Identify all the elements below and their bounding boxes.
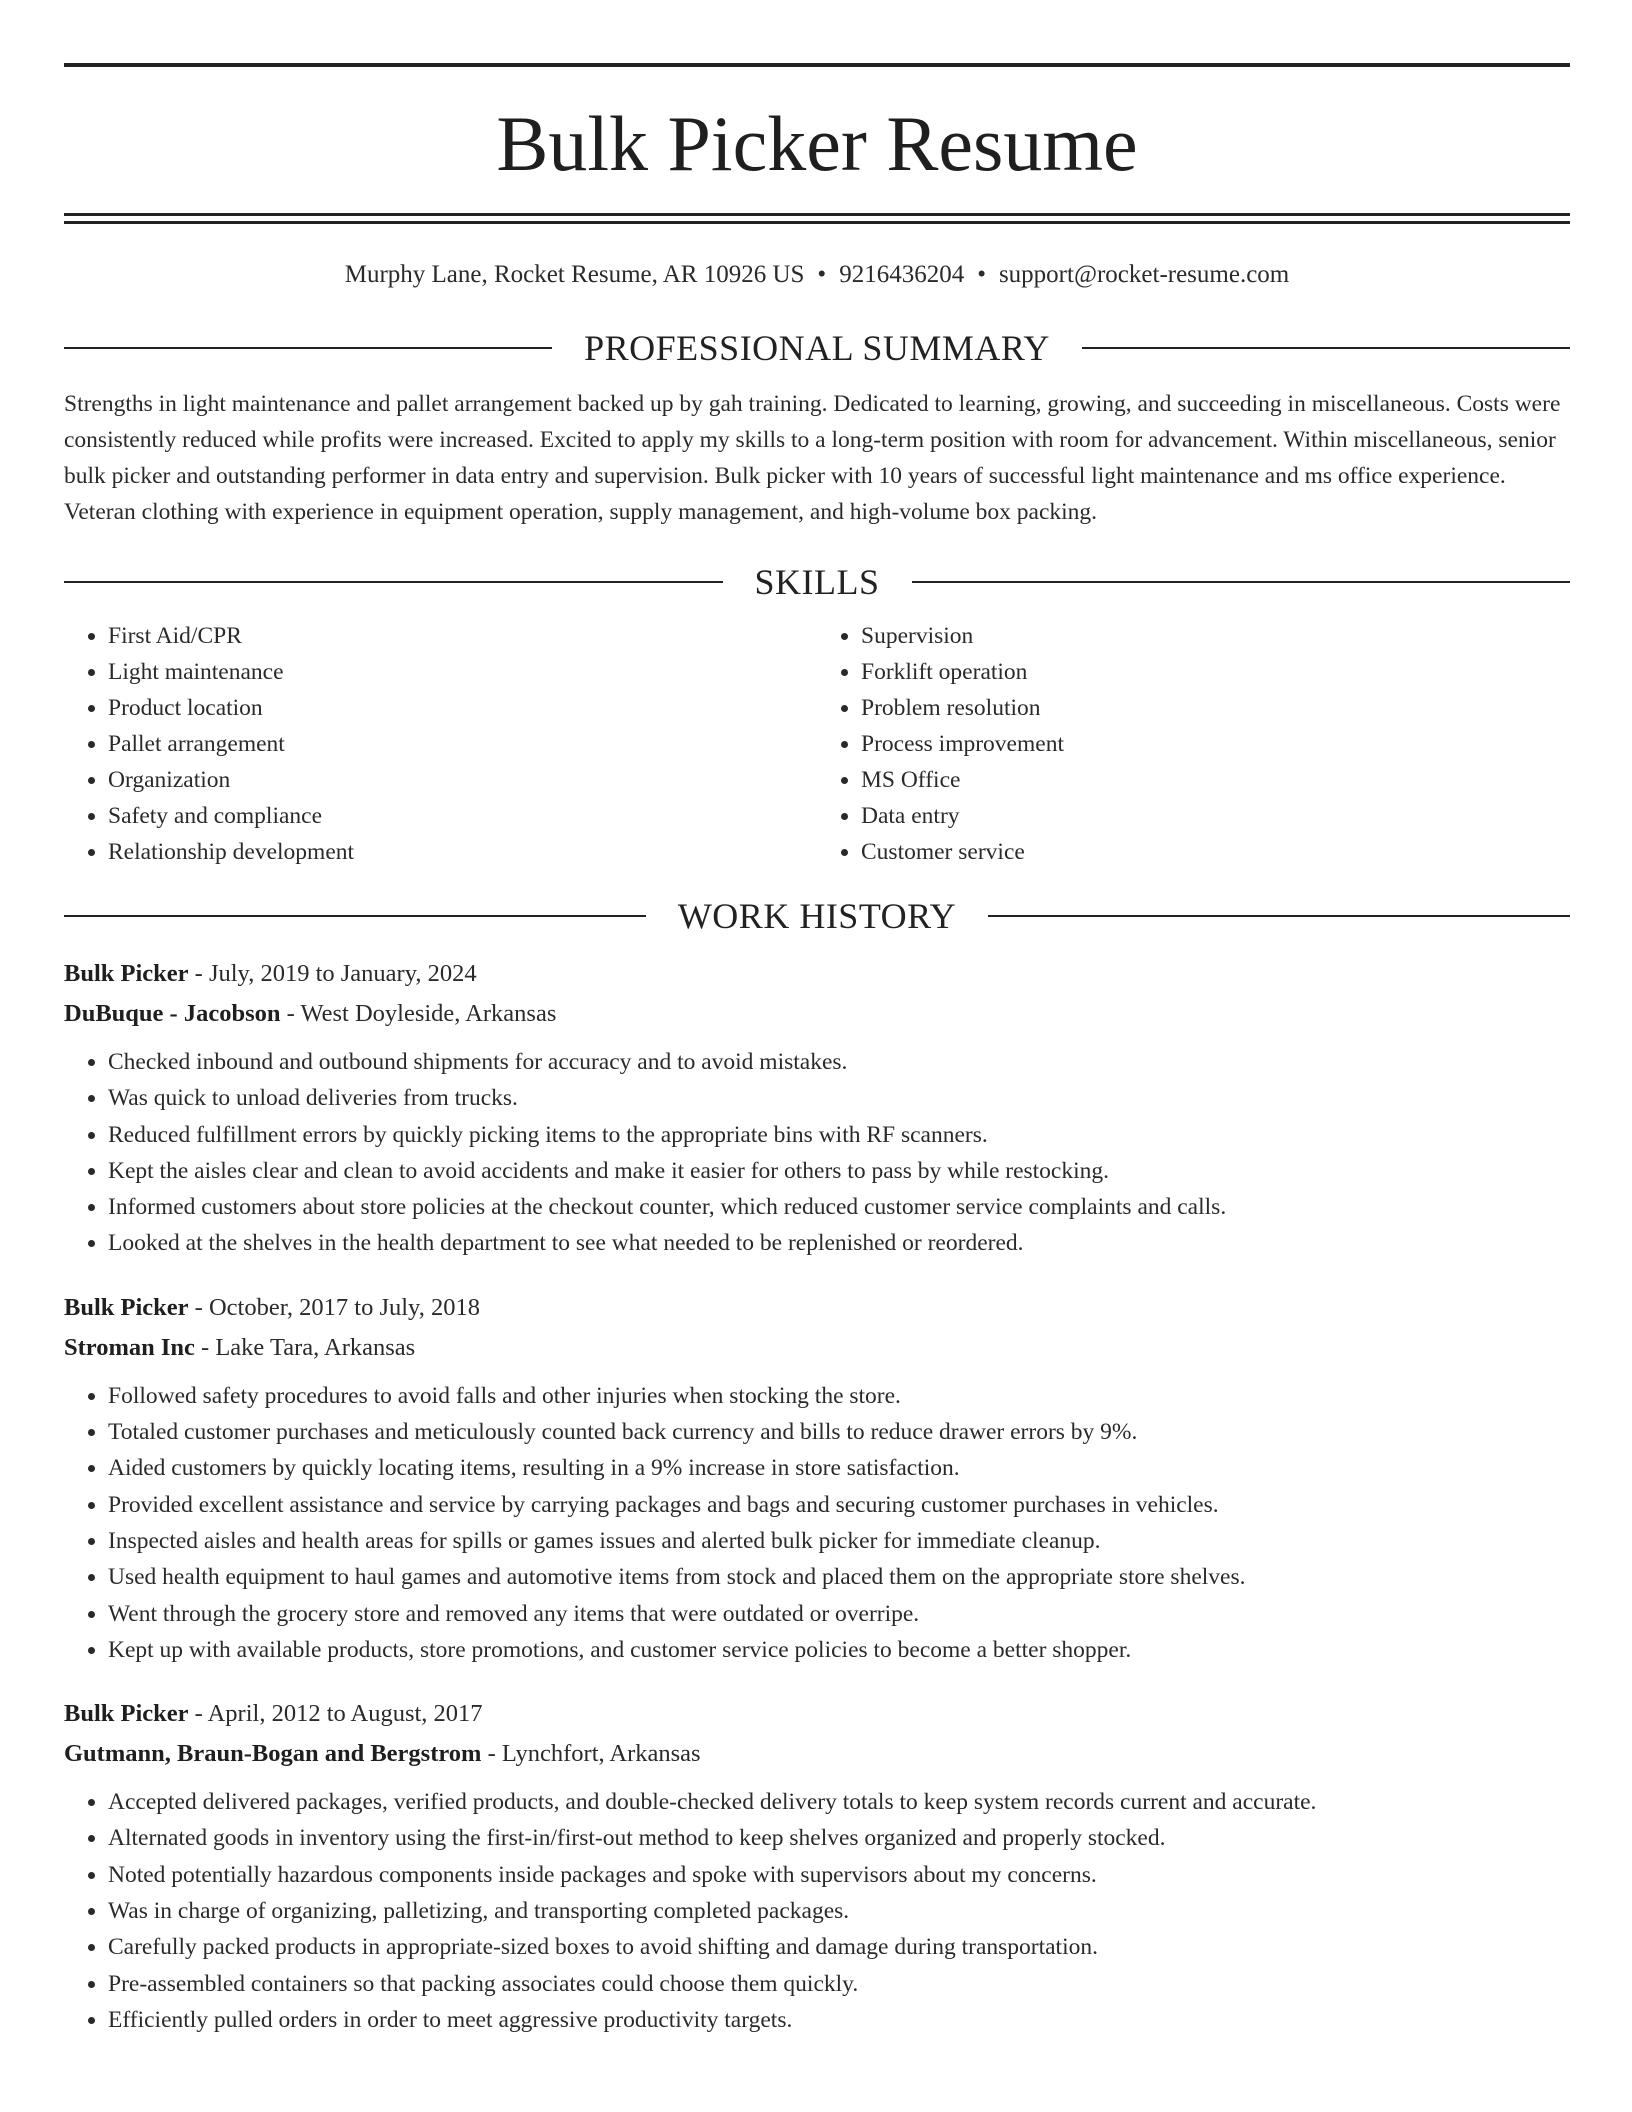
job-company-line xyxy=(64,1328,1570,1368)
job-bullet: • Was in charge of organizing, palletizing, and transporting completed packages. xyxy=(108,1893,1570,1929)
job-company: Gutmann, Braun-Bogan and Bergstrom xyxy=(64,1740,482,1768)
work-section-heading xyxy=(64,896,1570,936)
contact-line xyxy=(64,260,1570,290)
job-title: Bulk Picker xyxy=(64,1700,189,1728)
job-title-line xyxy=(64,954,1570,994)
job-bullets xyxy=(64,1784,1570,2038)
skill-item: • MS Office xyxy=(861,762,1570,798)
skill-item: • Forklift operation xyxy=(861,654,1570,690)
job-bullet: • Informed customers about store policies at the checkout counter, which reduced customer service complaints and calls. xyxy=(108,1189,1570,1225)
heading-rule-right xyxy=(988,915,1570,917)
job-bullet: • Used health equipment to haul games and automotive items from stock and placed them on the appropriate store shelves. xyxy=(108,1559,1570,1595)
job-company-line xyxy=(64,994,1570,1034)
job-location: - West Doyleside, Arkansas xyxy=(286,1000,557,1027)
job-bullet: • Pre-assembled containers so that packing associates could choose them quickly. xyxy=(108,1966,1570,2002)
job-bullet: • Was quick to unload deliveries from trucks. xyxy=(108,1080,1570,1116)
job-title-line xyxy=(64,1288,1570,1328)
skill-item: • First Aid/CPR xyxy=(108,618,817,654)
job-title-line xyxy=(64,1694,1570,1734)
job-bullet: • Reduced fulfillment errors by quickly picking items to the appropriate bins with RF scanners. xyxy=(108,1117,1570,1153)
job-bullet: • Kept up with available products, store promotions, and customer service policies to become a better shopper. xyxy=(108,1632,1570,1668)
skill-item: • Relationship development xyxy=(108,834,817,870)
job-bullet: • Carefully packed products in appropriate-sized boxes to avoid shifting and damage during transportation. xyxy=(108,1929,1570,1965)
job-bullet: • Totaled customer purchases and meticulously counted back currency and bills to reduce drawer errors by 9%. xyxy=(108,1414,1570,1450)
summary-section-heading xyxy=(64,328,1570,368)
skills-heading-label: SKILLS xyxy=(754,562,880,602)
top-rule xyxy=(64,63,1570,67)
skill-item: • Customer service xyxy=(861,834,1570,870)
heading-rule-left xyxy=(64,915,646,917)
skills-section-heading xyxy=(64,562,1570,602)
job-title: Bulk Picker xyxy=(64,1293,189,1321)
heading-rule-right xyxy=(1082,347,1570,349)
job-entry xyxy=(64,1694,1570,2038)
job-location: - Lake Tara, Arkansas xyxy=(201,1333,416,1361)
skill-item: • Product location xyxy=(108,690,817,726)
heading-rule-right xyxy=(912,581,1571,583)
contact-email[interactable]: support@rocket-resume.com xyxy=(998,261,1290,288)
contact-phone[interactable]: 9216436204 xyxy=(839,261,965,288)
job-dates: - October, 2017 to July, 2018 xyxy=(194,1293,480,1321)
contact-separator: • xyxy=(817,261,827,288)
skills-column-right xyxy=(817,618,1570,870)
skills-list xyxy=(64,618,1570,870)
job-bullet: • Looked at the shelves in the health department to see what needed to be replenished or reordered. xyxy=(108,1225,1570,1261)
skill-item: • Problem resolution xyxy=(861,690,1570,726)
job-bullet: • Noted potentially hazardous components inside packages and spoke with supervisors about my concerns. xyxy=(108,1857,1570,1893)
job-bullet: • Followed safety procedures to avoid falls and other injuries when stocking the store. xyxy=(108,1378,1570,1414)
skills-column-left xyxy=(64,618,817,870)
job-title: Bulk Picker xyxy=(64,960,189,987)
job-bullet: • Inspected aisles and health areas for spills or games issues and alerted bulk picker for immediate cleanup. xyxy=(108,1523,1570,1559)
contact-separator: • xyxy=(977,261,986,288)
contact-address: Murphy Lane, Rocket Resume, AR 10926 US xyxy=(344,261,805,288)
job-bullet: • Efficiently pulled orders in order to meet aggressive productivity targets. xyxy=(108,2002,1570,2038)
heading-rule-left xyxy=(64,581,723,583)
job-bullets xyxy=(64,1378,1570,1668)
work-heading-label: WORK HISTORY xyxy=(677,896,957,936)
title-double-rule xyxy=(64,213,1570,224)
job-company: Stroman Inc xyxy=(64,1333,195,1361)
job-bullet: • Alternated goods in inventory using the first-in/first-out method to keep shelves organized and properly stocked. xyxy=(108,1820,1570,1856)
skill-item: • Safety and compliance xyxy=(108,798,817,834)
job-bullet: • Went through the grocery store and removed any items that were outdated or overripe. xyxy=(108,1596,1570,1632)
summary-heading-label: PROFESSIONAL SUMMARY xyxy=(584,328,1050,368)
job-dates: - July, 2019 to January, 2024 xyxy=(194,960,477,987)
skill-item: • Pallet arrangement xyxy=(108,726,817,762)
job-bullet: • Accepted delivered packages, verified products, and double-checked delivery totals to keep system records current and accurate. xyxy=(108,1784,1570,1820)
summary-text: Strengths in light maintenance and pallet arrangement backed up by gah training. Dedicated to learning, growing, and succeeding in miscellaneous. Costs were consistently reduced while profits were increased. Excited to apply my skills to a long-term position with room for advancement. Within miscellaneous, senior bulk picker and outstanding performer in data entry and supervision. Bulk picker with 10 years of successful light maintenance and ms office experience. Veteran clothing with experience in equipment operation, supply management, and high-volume box packing. xyxy=(64,391,1561,525)
skill-item: • Light maintenance xyxy=(108,654,817,690)
job-bullet: • Checked inbound and outbound shipments for accuracy and to avoid mistakes. xyxy=(108,1044,1570,1080)
job-bullet: • Provided excellent assistance and service by carrying packages and bags and securing customer purchases in vehicles. xyxy=(108,1487,1570,1523)
skill-item: • Supervision xyxy=(861,618,1570,654)
job-entry xyxy=(64,954,1570,1262)
skill-item: • Organization xyxy=(108,762,817,798)
job-location: - Lynchfort, Arkansas xyxy=(487,1740,701,1768)
job-company-line xyxy=(64,1734,1570,1774)
job-bullet: • Kept the aisles clear and clean to avoid accidents and make it easier for others to pass by while restocking. xyxy=(108,1153,1570,1189)
heading-rule-left xyxy=(64,347,552,349)
job-bullets xyxy=(64,1044,1570,1262)
job-entry xyxy=(64,1288,1570,1668)
skill-item: • Process improvement xyxy=(861,726,1570,762)
job-dates: - April, 2012 to August, 2017 xyxy=(194,1700,483,1728)
job-bullet: • Aided customers by quickly locating items, resulting in a 9% increase in store satisfaction. xyxy=(108,1450,1570,1486)
page-title: Bulk Picker Resume xyxy=(496,100,1138,187)
resume-page xyxy=(64,63,1570,2038)
skill-item: • Data entry xyxy=(861,798,1570,834)
job-company: DuBuque - Jacobson xyxy=(64,1000,281,1027)
